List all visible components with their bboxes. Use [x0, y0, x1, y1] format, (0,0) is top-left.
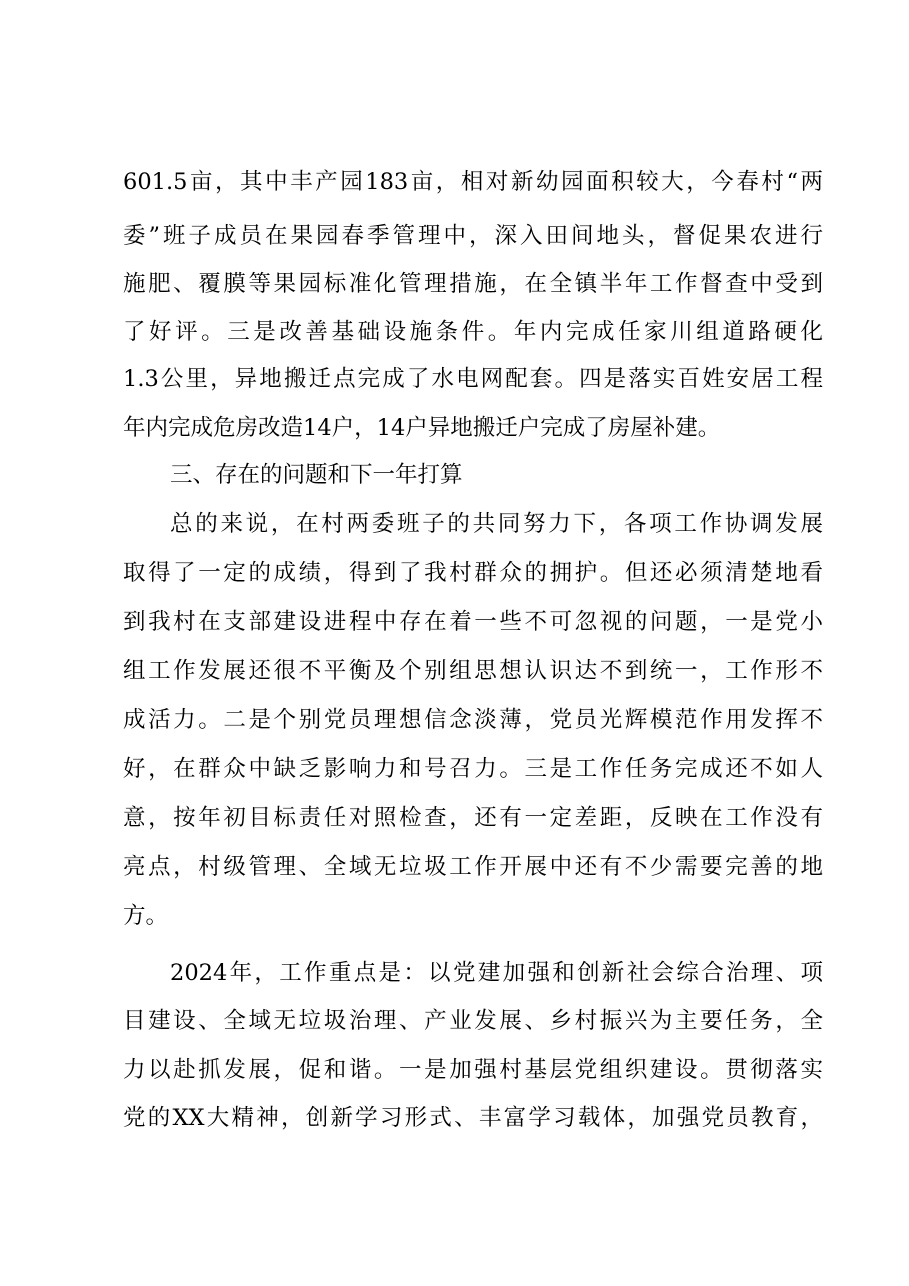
text-line: 2024年，工作重点是：以党建加强和创新社会综合治理、项	[170, 960, 823, 986]
text-line: 施肥、覆膜等果园标准化管理措施，在全镇半年工作督查中受到	[123, 271, 823, 297]
text-line: 成活力。二是个别党员理想信念淡薄，党员光辉模范作用发挥不	[123, 707, 823, 733]
text-line: 党的XX大精神，创新学习形式、丰富学习载体，加强党员教育，	[123, 1105, 823, 1131]
text-line: 总的来说，在村两委班子的共同努力下，各项工作协调发展	[170, 511, 823, 537]
text-line: 601.5亩，其中丰产园183亩，相对新幼园面积较大，今春村“两	[123, 169, 823, 195]
text-line: 意，按年初目标责任对照检查，还有一定差距，反映在工作没有	[123, 805, 823, 831]
section-heading: 三、存在的问题和下一年打算	[170, 462, 463, 488]
text-line: 委”班子成员在果园春季管理中，深入田间地头，督促果农进行	[123, 223, 823, 249]
text-line: 力以赴抓发展，促和谐。一是加强村基层党组织建设。贯彻落实	[123, 1057, 823, 1083]
text-line: 亮点，村级管理、全域无垃圾工作开展中还有不少需要完善的地	[123, 854, 823, 880]
text-line: 了好评。三是改善基础设施条件。年内完成任家川组道路硬化	[123, 319, 823, 345]
text-line: 目建设、全域无垃圾治理、产业发展、乡村振兴为主要任务，全	[123, 1008, 823, 1034]
text-line: 年内完成危房改造14户，14户异地搬迁户完成了房屋补建。	[123, 415, 721, 441]
text-line: 好，在群众中缺乏影响力和号召力。三是工作任务完成还不如人	[123, 756, 823, 782]
text-line: 取得了一定的成绩，得到了我村群众的拥护。但还必须清楚地看	[123, 560, 823, 586]
text-line: 1.3公里，异地搬迁点完成了水电网配套。四是落实百姓安居工程	[123, 366, 823, 392]
text-line: 组工作发展还很不平衡及个别组思想认识达不到统一，工作形不	[123, 658, 823, 684]
text-line: 方。	[123, 903, 169, 929]
text-line: 到我村在支部建设进程中存在着一些不可忽视的问题，一是党小	[123, 609, 823, 635]
